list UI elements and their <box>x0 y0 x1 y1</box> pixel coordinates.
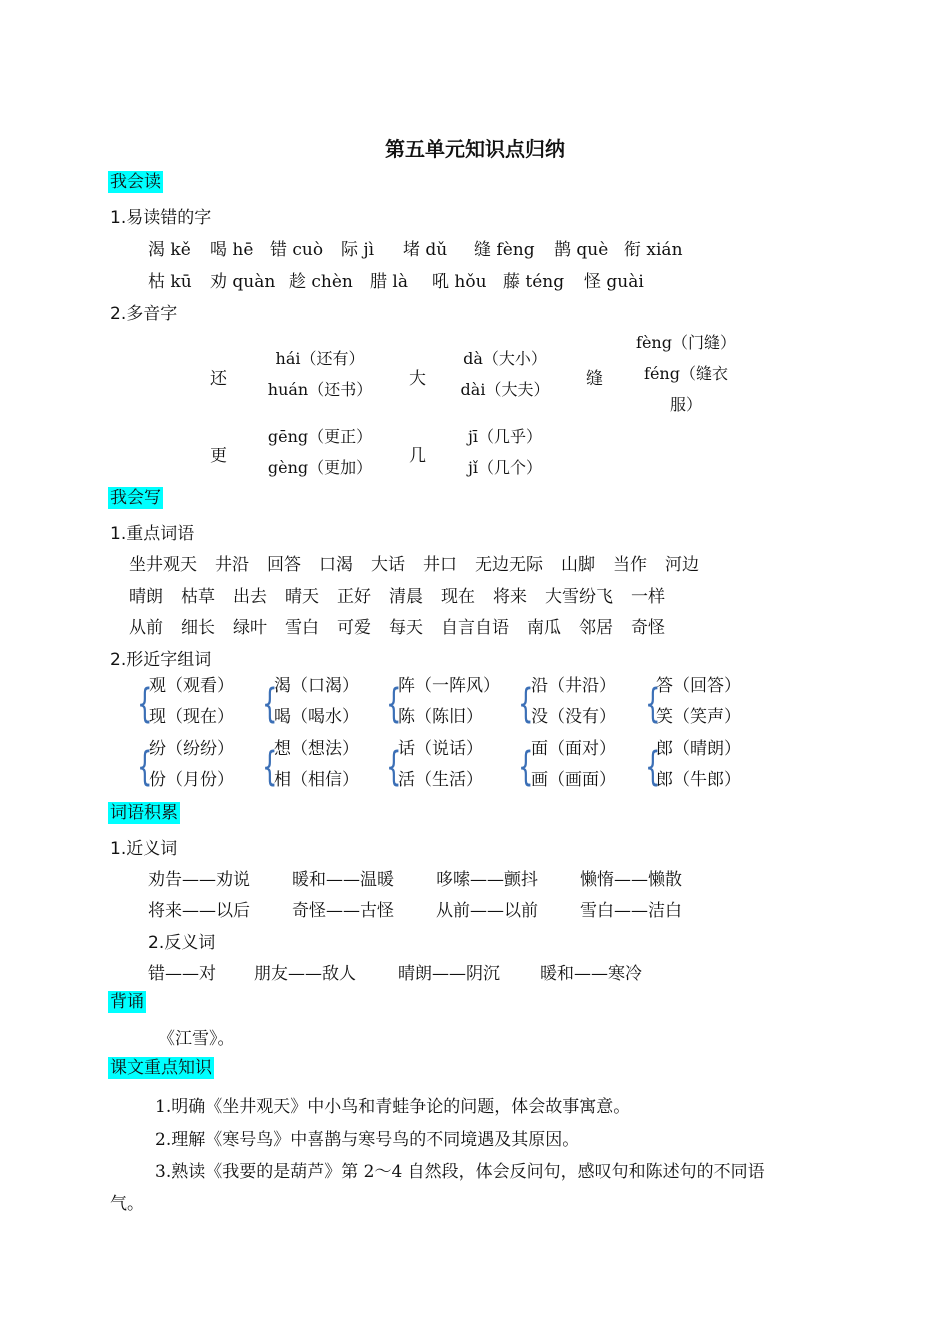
similar-char-pair <box>531 734 616 796</box>
key-word: 从前 <box>129 618 163 638</box>
antonym-pair: 晴朗——阴沉 <box>398 964 500 984</box>
misread-char: 藤 téng <box>503 272 565 292</box>
similar-char-pair <box>656 671 741 733</box>
similar-char-word: 画（画面） <box>531 770 616 790</box>
key-word: 井口 <box>423 555 457 575</box>
key-knowledge-item: 2.理解《寒号鸟》中喜鹊与寒号鸟的不同境遇及其原因。 <box>155 1130 580 1150</box>
misread-char: 劝 quàn <box>210 272 276 292</box>
key-word: 大话 <box>371 555 405 575</box>
brace-icon: { <box>137 744 153 790</box>
similar-char-word: 笑（笑声） <box>656 707 741 727</box>
polyphonic-reading: fèng（门缝） <box>636 333 736 352</box>
similar-char-word: 渴（口渴） <box>274 676 359 696</box>
similar-char-word: 没（没有） <box>531 707 616 727</box>
key-word: 正好 <box>337 587 371 607</box>
brace-icon: { <box>386 744 402 790</box>
similar-char-word: 陈（陈旧） <box>398 707 483 727</box>
synonym-pair: 雪白——洁白 <box>580 901 682 921</box>
polyphonic-reading: jǐ（几个） <box>467 458 543 477</box>
antonym-pair: 暖和——寒冷 <box>540 964 642 984</box>
synonym-pair: 从前——以前 <box>436 901 538 921</box>
key-words-row-3 <box>129 613 683 638</box>
key-word: 绿叶 <box>233 618 267 638</box>
key-word: 河边 <box>665 555 699 575</box>
brace-icon: { <box>262 681 278 727</box>
key-word: 当作 <box>613 555 647 575</box>
antonym-pair: 朋友——敌人 <box>254 964 356 984</box>
key-word: 细长 <box>181 618 215 638</box>
similar-char-pair <box>531 671 616 733</box>
key-word: 口渴 <box>319 555 353 575</box>
key-word: 自言自语 <box>441 618 509 638</box>
similar-char-pair <box>149 671 234 733</box>
similar-char-pair <box>398 671 500 733</box>
key-word: 晴天 <box>285 587 319 607</box>
similar-char-word: 答（回答） <box>656 676 741 696</box>
key-word: 将来 <box>493 587 527 607</box>
similar-char-word: 活（生活） <box>398 770 483 790</box>
section-heading-word-accumulation: 词语积累 <box>110 803 178 823</box>
similar-char-pair <box>274 671 359 733</box>
polyphonic-reading-list <box>255 421 385 483</box>
section-heading-recite: 背诵 <box>110 992 144 1012</box>
synonym-pair: 奇怪——古怪 <box>292 901 394 921</box>
similar-char-word: 沿（井沿） <box>531 676 616 696</box>
key-word: 大雪纷飞 <box>545 587 613 607</box>
polyphonic-reading-list <box>255 343 385 405</box>
polyphonic-reading: huán（还书） <box>267 380 373 399</box>
section-heading-read: 我会读 <box>110 172 161 192</box>
misread-char: 腊 là <box>370 272 408 292</box>
subheading-key-words: 1.重点词语 <box>110 524 195 544</box>
similar-char-word: 郎（晴朗） <box>656 739 741 759</box>
polyphonic-reading: gèng（更加） <box>267 458 373 477</box>
similar-char-word: 喝（喝水） <box>274 707 359 727</box>
polyphonic-reading-list <box>622 327 750 420</box>
key-word: 晴朗 <box>129 587 163 607</box>
misread-char: 趁 chèn <box>289 272 353 292</box>
key-word: 井沿 <box>215 555 249 575</box>
key-knowledge-item: 3.熟读《我要的是葫芦》第 2～4 自然段，体会反问句，感叹句和陈述句的不同语 <box>155 1162 765 1182</box>
similar-char-word: 现（现在） <box>149 707 234 727</box>
key-word: 南瓜 <box>527 618 561 638</box>
similar-char-word: 份（月份） <box>149 770 234 790</box>
brace-icon: { <box>518 744 534 790</box>
similar-char-word: 面（面对） <box>531 739 616 759</box>
key-word: 现在 <box>441 587 475 607</box>
page-title: 第五单元知识点归纳 <box>385 137 565 161</box>
key-word: 一样 <box>631 587 665 607</box>
key-word: 可爱 <box>337 618 371 638</box>
key-word: 清晨 <box>389 587 423 607</box>
misread-char: 衔 xián <box>624 240 683 260</box>
misread-char: 吼 hǒu <box>432 272 487 292</box>
synonym-pair: 哆嗦——颤抖 <box>436 870 538 890</box>
brace-icon: { <box>645 681 661 727</box>
synonym-pair: 将来——以后 <box>148 901 250 921</box>
section-heading-write: 我会写 <box>110 488 161 508</box>
key-words-row-2 <box>129 582 683 607</box>
misread-char: 错 cuò <box>270 240 324 260</box>
key-word: 坐井观天 <box>129 555 197 575</box>
similar-char-word: 相（相信） <box>274 770 359 790</box>
subheading-synonyms: 1.近义词 <box>110 839 178 859</box>
key-words-row-1 <box>129 550 717 575</box>
polyphonic-char: 还 <box>210 369 227 389</box>
brace-icon: { <box>137 681 153 727</box>
key-word: 出去 <box>233 587 267 607</box>
key-word: 无边无际 <box>475 555 543 575</box>
key-word: 每天 <box>389 618 423 638</box>
key-knowledge-item-continued: 气。 <box>110 1194 144 1214</box>
polyphonic-char: 大 <box>409 369 426 389</box>
polyphonic-reading: gēng（更正） <box>267 427 373 446</box>
key-word: 邻居 <box>579 618 613 638</box>
misread-char: 缝 fèng <box>474 240 535 260</box>
polyphonic-reading: hái（还有） <box>275 349 365 368</box>
subheading-antonyms: 2.反义词 <box>148 933 216 953</box>
synonym-pair: 懒惰——懒散 <box>580 870 682 890</box>
polyphonic-char: 更 <box>210 446 227 466</box>
misread-char: 喝 hē <box>210 240 254 260</box>
key-word: 奇怪 <box>631 618 665 638</box>
similar-char-pair <box>656 734 741 796</box>
key-word: 山脚 <box>561 555 595 575</box>
misread-char: 渴 kě <box>148 240 191 260</box>
recite-text: 《江雪》。 <box>158 1029 235 1049</box>
misread-char: 堵 dǔ <box>403 240 448 260</box>
polyphonic-reading: dài（大夫） <box>460 380 550 399</box>
key-word: 雪白 <box>285 618 319 638</box>
similar-char-word: 纷（纷纷） <box>149 739 234 759</box>
similar-char-word: 观（观看） <box>149 676 234 696</box>
brace-icon: { <box>386 681 402 727</box>
section-heading-key-knowledge: 课文重点知识 <box>110 1058 212 1078</box>
synonym-pair: 劝告——劝说 <box>148 870 250 890</box>
similar-char-pair <box>274 734 359 796</box>
subheading-polyphonic: 2.多音字 <box>110 304 178 324</box>
misread-char: 鹊 què <box>554 240 609 260</box>
similar-char-word: 话（说话） <box>398 739 483 759</box>
key-knowledge-item: 1.明确《坐井观天》中小鸟和青蛙争论的问题，体会故事寓意。 <box>155 1097 631 1117</box>
synonym-pair: 暖和——温暖 <box>292 870 394 890</box>
polyphonic-reading: 服） <box>669 395 702 414</box>
polyphonic-char: 缝 <box>586 369 603 389</box>
similar-char-word: 想（想法） <box>274 739 359 759</box>
key-word: 枯草 <box>181 587 215 607</box>
subheading-similar-chars: 2.形近字组词 <box>110 650 212 670</box>
misread-char: 怪 guài <box>584 272 644 292</box>
brace-icon: { <box>262 744 278 790</box>
similar-char-word: 郎（牛郎） <box>656 770 741 790</box>
key-word: 回答 <box>267 555 301 575</box>
brace-icon: { <box>518 681 534 727</box>
polyphonic-char: 几 <box>409 446 426 466</box>
polyphonic-reading: jī（几乎） <box>467 427 543 446</box>
polyphonic-reading-list <box>445 343 565 405</box>
antonym-pair: 错——对 <box>148 964 216 984</box>
polyphonic-reading: féng（缝衣 <box>644 364 728 383</box>
misread-char: 枯 kū <box>148 272 192 292</box>
subheading-misread-chars: 1.易读错的字 <box>110 208 212 228</box>
brace-icon: { <box>645 744 661 790</box>
similar-char-pair <box>398 734 483 796</box>
similar-char-word: 阵（一阵风） <box>398 676 500 696</box>
similar-char-pair <box>149 734 234 796</box>
polyphonic-reading: dà（大小） <box>463 349 547 368</box>
polyphonic-reading-list <box>445 421 565 483</box>
misread-char: 际 jì <box>341 240 375 260</box>
